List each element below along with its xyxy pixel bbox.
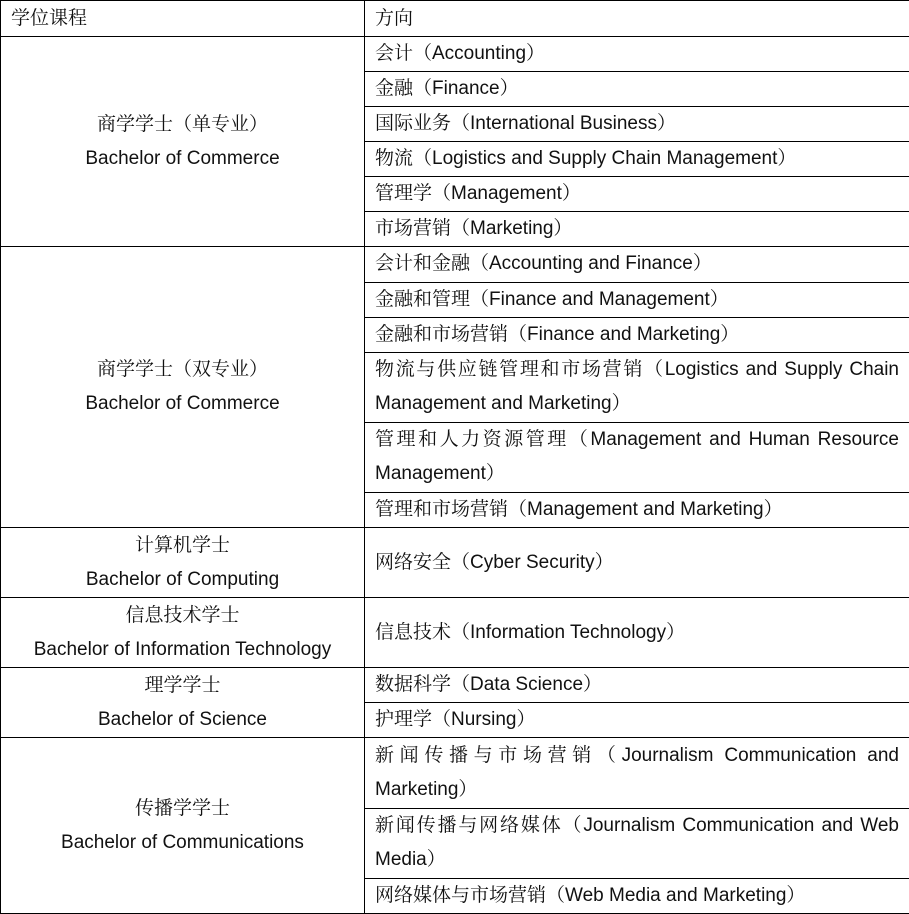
header-specialization: 方向 (365, 1, 909, 37)
degree-cell (1, 247, 365, 528)
specialization-cell: 网络安全（Cyber Security） (365, 527, 909, 597)
specialization-cell: 管理和人力资源管理（Management and Human Resource Management） (365, 422, 909, 492)
degree-name-en: Bachelor of Communications (61, 831, 304, 853)
degree-cell (1, 598, 365, 668)
specialization-cell: 管理学（Management） (365, 177, 909, 212)
specialization-cell: 护理学（Nursing） (365, 703, 909, 738)
specialization-cell: 物流与供应链管理和市场营销（Logistics and Supply Chain Management and Marketing） (365, 352, 909, 422)
header-row (1, 1, 909, 37)
degree-name-cn: 商学学士（单专业） (96, 113, 268, 135)
degree-name-en: Bachelor of Commerce (85, 147, 280, 169)
degree-name-en: Bachelor of Science (98, 708, 267, 730)
specialization-cell: 金融（Finance） (365, 72, 909, 107)
header-degree: 学位课程 (1, 1, 365, 37)
specialization-cell: 国际业务（International Business） (365, 107, 909, 142)
degree-name-en: Bachelor of Computing (85, 568, 280, 590)
specialization-cell: 金融和管理（Finance and Management） (365, 282, 909, 317)
degree-cell (1, 738, 365, 914)
table-row (1, 668, 909, 703)
specialization-cell: 物流（Logistics and Supply Chain Management） (365, 142, 909, 177)
table-row (1, 247, 909, 282)
specialization-cell: 管理和市场营销（Management and Marketing） (365, 492, 909, 527)
specialization-cell: 会计（Accounting） (365, 37, 909, 72)
degree-name-cn: 传播学学士 (134, 797, 230, 819)
specialization-cell: 网络媒体与市场营销（Web Media and Marketing） (365, 878, 909, 913)
table-row (1, 527, 909, 597)
degree-cell (1, 37, 365, 247)
degree-name-cn: 理学学士 (144, 674, 221, 696)
specialization-cell: 信息技术（Information Technology） (365, 598, 909, 668)
table-row (1, 37, 909, 72)
specialization-cell: 金融和市场营销（Finance and Marketing） (365, 317, 909, 352)
specialization-cell: 新闻传播与网络媒体（Journalism Communication and Web Media） (365, 808, 909, 878)
degree-name-en: Bachelor of Information Technology (33, 638, 332, 660)
specialization-cell: 市场营销（Marketing） (365, 212, 909, 247)
table-row (1, 738, 909, 808)
specialization-cell: 新闻传播与市场营销（Journalism Communication and Marketing） (365, 738, 909, 808)
degree-name-cn: 计算机学士 (134, 534, 230, 556)
degree-name-cn: 商学学士（双专业） (96, 359, 268, 381)
degree-name-en: Bachelor of Commerce (85, 393, 280, 415)
degree-cell (1, 527, 365, 597)
degree-name-cn: 信息技术学士 (125, 604, 240, 626)
specialization-cell: 会计和金融（Accounting and Finance） (365, 247, 909, 282)
specialization-cell: 数据科学（Data Science） (365, 668, 909, 703)
table-row (1, 598, 909, 668)
degree-cell (1, 668, 365, 738)
